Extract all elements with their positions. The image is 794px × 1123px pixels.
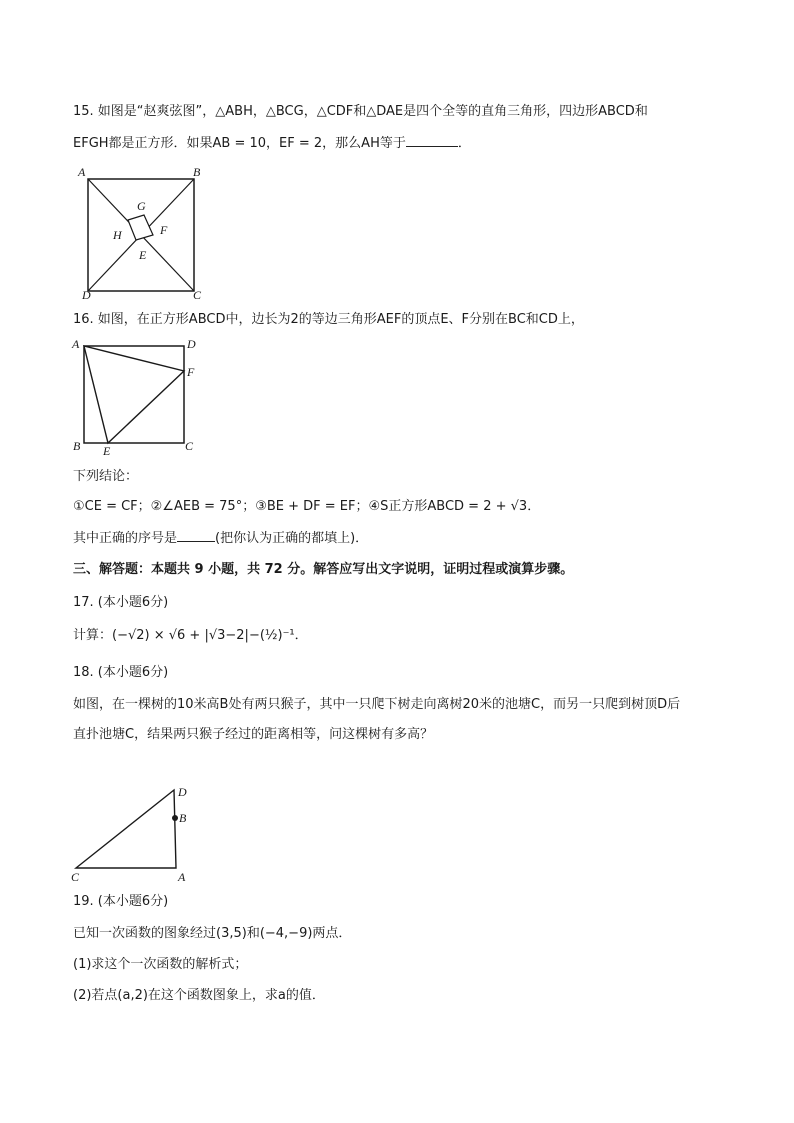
q18-line2: 直扑池塘C，结果两只猴子经过的距离相等，问这棵树有多高？ — [73, 727, 434, 742]
answer-blank — [406, 134, 458, 147]
q19-line1: 已知一次函数的图象经过(3,5)和(−4,−9)两点． — [73, 926, 352, 941]
q19-part2: (2)若点(a,2)在这个函数图象上，求a的值． — [73, 988, 325, 1003]
label-C: C — [185, 439, 194, 453]
label-C: C — [193, 288, 202, 302]
tree-monkey-diagram — [68, 782, 193, 884]
q15-line2-text: EFGH都是正方形．如果AB = 10，EF = 2，那么AH等于 — [73, 136, 406, 151]
label-D: D — [178, 785, 187, 799]
zhao-shuang-diagram — [76, 163, 206, 303]
label-D: D — [82, 288, 91, 302]
q15-line2-end: ． — [457, 136, 471, 151]
label-D: D — [187, 337, 196, 351]
label-F: F — [160, 223, 168, 237]
label-B: B — [73, 439, 81, 453]
section-heading: 三、解答题：本题共 9 小题，共 72 分。解答应写出文字说明，证明过程或演算步骤。 — [73, 562, 574, 577]
q17-content: 计算：(−√2) × √6 + |√3−2|−(½)⁻¹． — [73, 628, 308, 643]
answer-blank — [177, 529, 215, 542]
q18-line1: 如图，在一棵树的10米高B处有两只猴子，其中一只爬下树走向离树20米的池塘C，而另一只爬到树顶D后 — [73, 697, 681, 712]
label-E: E — [139, 248, 147, 262]
q16-conclusion-intro: 下列结论： — [73, 469, 139, 484]
label-F: F — [187, 365, 195, 379]
q16-answer-note: (把你认为正确的都填上)． — [215, 531, 369, 546]
q19-header: 19. (本小题6分) — [73, 894, 169, 909]
label-E: E — [103, 444, 111, 456]
q18-header: 18. (本小题6分) — [73, 665, 169, 680]
label-A: A — [72, 337, 80, 351]
square-triangle-diagram — [66, 334, 206, 456]
label-A: A — [78, 165, 86, 179]
q16-conclusions: ①CE = CF；②∠AEB = 75°；③BE + DF = EF；④S正方形ABCD = 2 + √3． — [73, 499, 541, 514]
label-B: B — [193, 165, 201, 179]
label-H: H — [113, 228, 122, 242]
label-B: B — [179, 811, 187, 825]
q15-line2 — [73, 134, 471, 153]
q17-header: 17. (本小题6分) — [73, 595, 169, 610]
q15-line1: 15. 如图是“赵爽弦图”，△ABH，△BCG，△CDF和△DAE是四个全等的直角三角形，四边形ABCD和 — [73, 104, 648, 119]
q16-answer-text: 其中正确的序号是 — [73, 531, 178, 546]
q19-part1: (1)求这个一次函数的解析式； — [73, 957, 248, 972]
label-G: G — [137, 199, 146, 213]
label-A: A — [178, 870, 186, 884]
label-C: C — [71, 870, 80, 884]
q16-answer-line — [73, 529, 368, 548]
q16-line1: 16. 如图，在正方形ABCD中，边长为2的等边三角形AEF的顶点E、F分别在BC和CD上， — [73, 312, 584, 327]
